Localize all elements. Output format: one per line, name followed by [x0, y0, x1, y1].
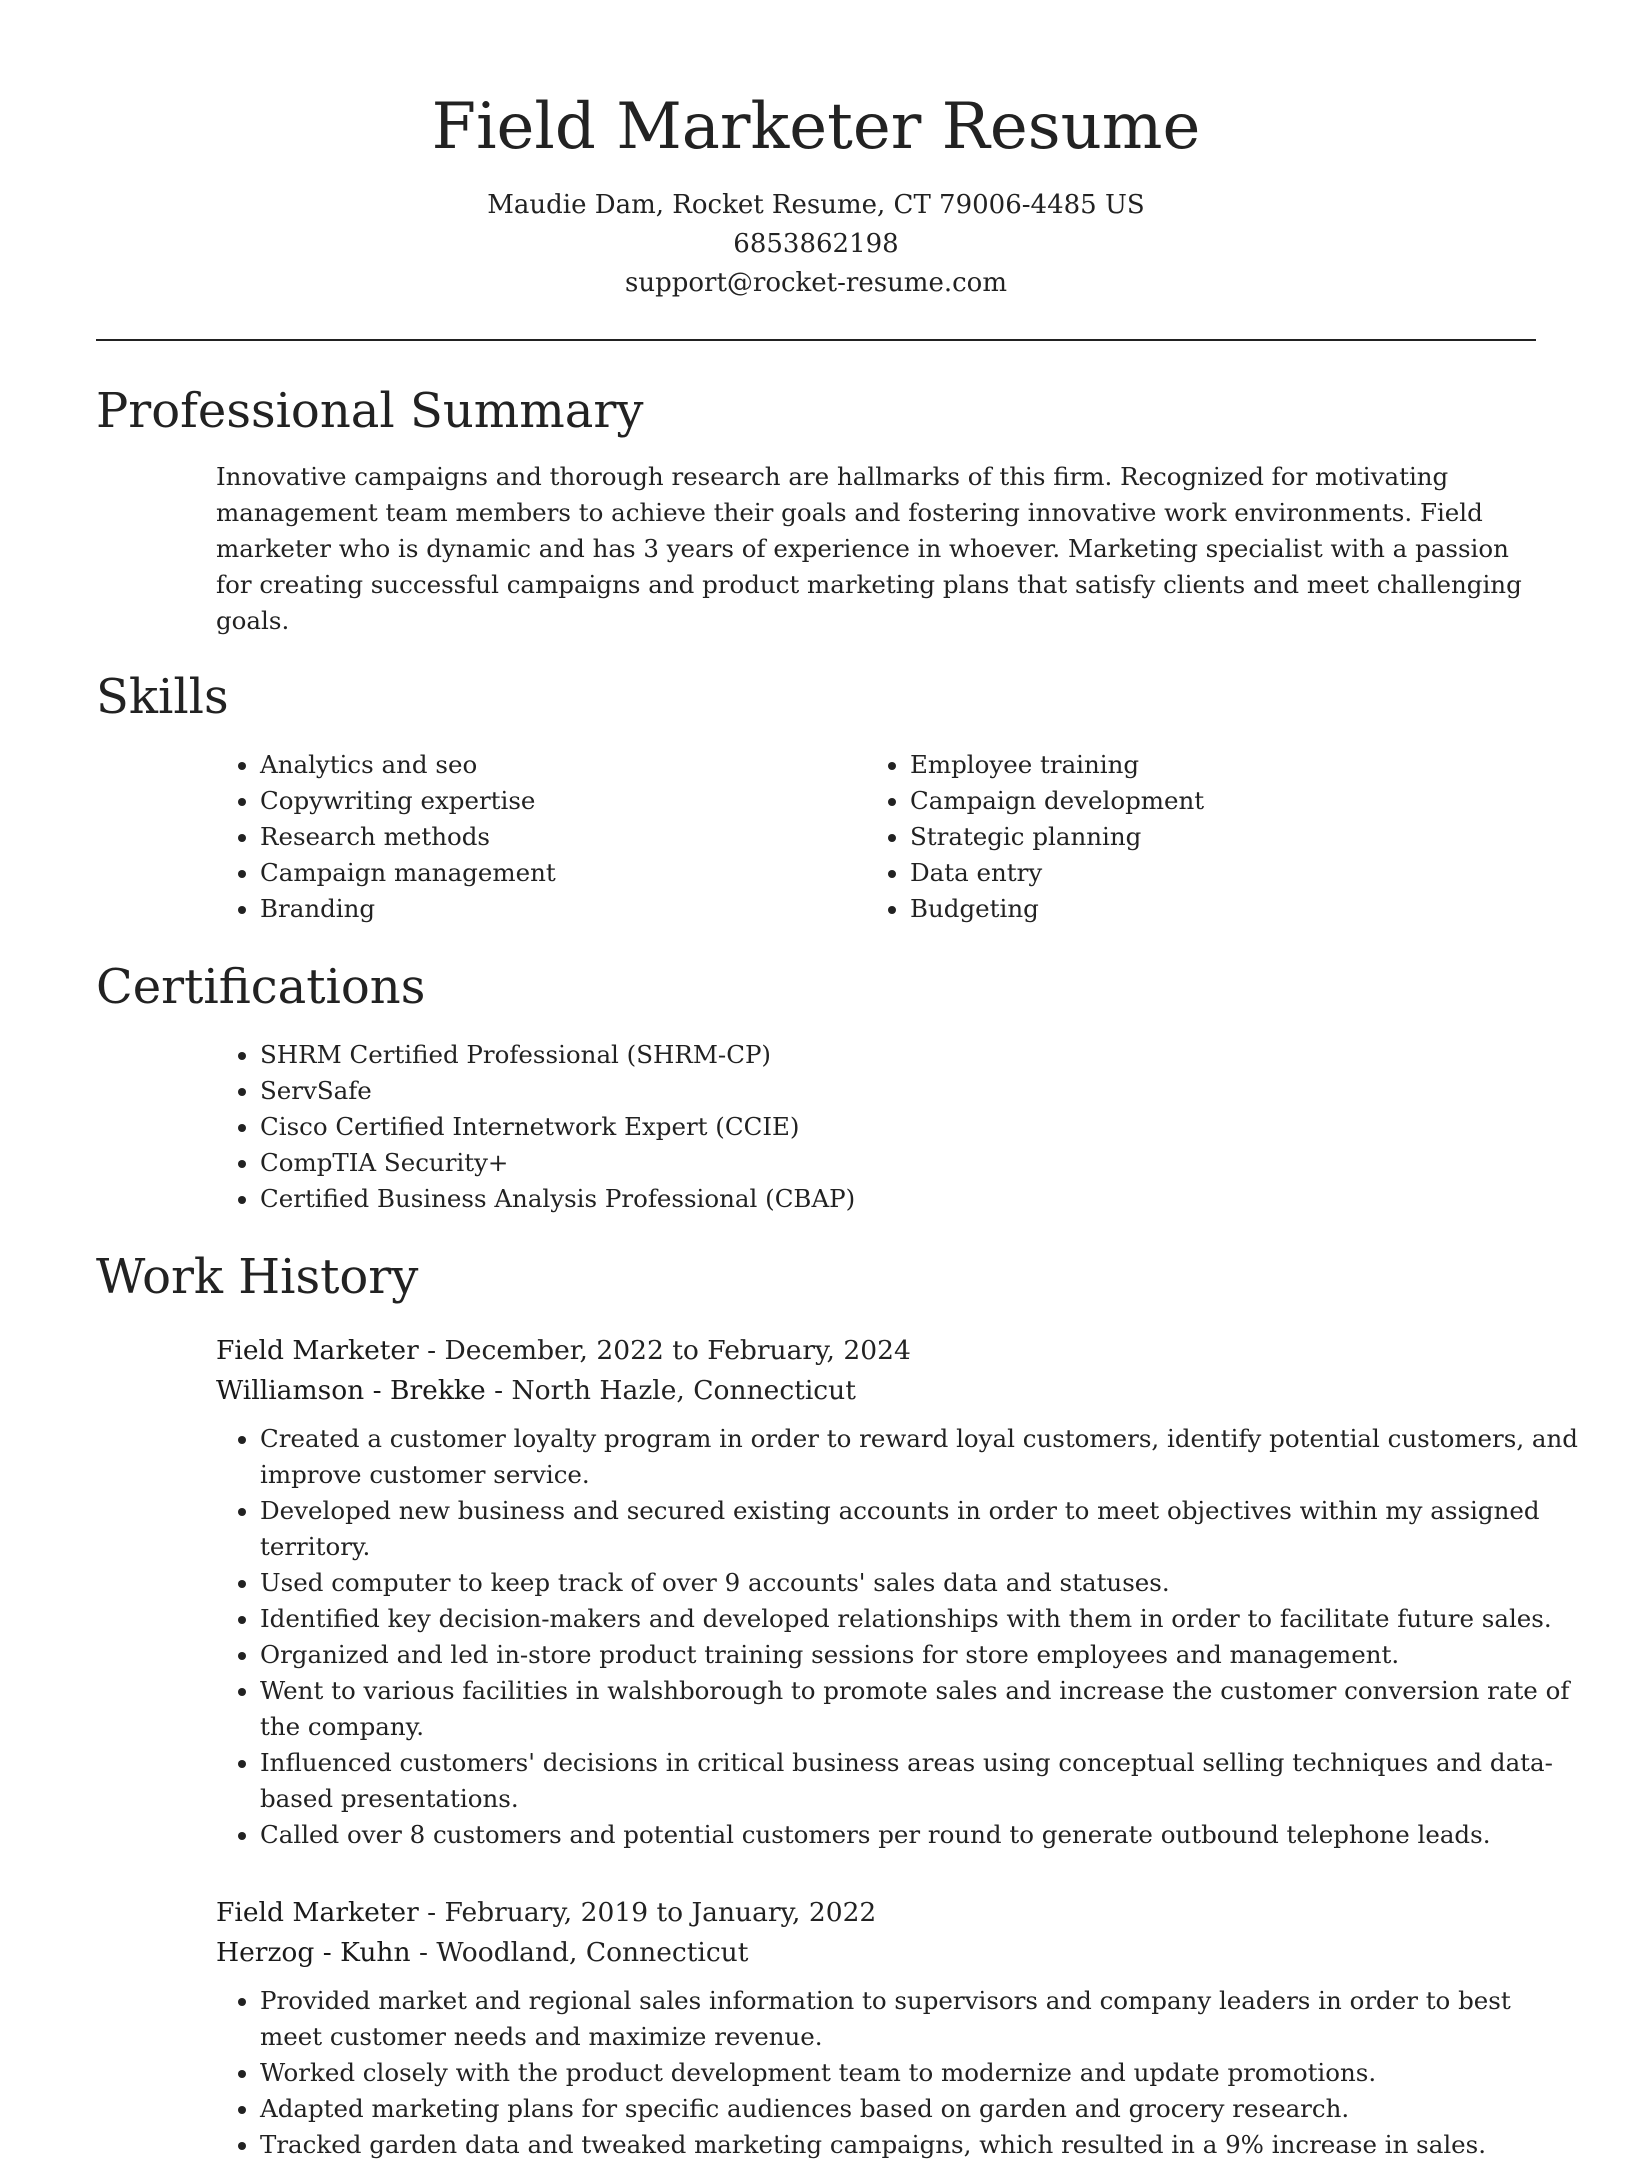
job-title-line [216, 1331, 1536, 1371]
job-dates: - February, 2019 to January, 2022 [418, 1897, 877, 1928]
skill-item: • Research methods [260, 819, 866, 855]
skill-item: • Data entry [910, 855, 1516, 891]
skill-item: • Employee training [910, 747, 1516, 783]
job-company: Herzog - Kuhn [216, 1937, 411, 1968]
job-title: Field Marketer [216, 1897, 419, 1928]
job-bullets [216, 1983, 1580, 2163]
job-header [216, 1893, 1536, 1973]
certification-item: • Cisco Certified Internetwork Expert (CCIE) [260, 1109, 1536, 1145]
skills-columns [216, 747, 1536, 927]
job-company-line [216, 1371, 1536, 1411]
work-history-heading: Work History [96, 1249, 419, 1305]
skill-item: • Copywriting expertise [260, 783, 866, 819]
summary-text: Innovative campaigns and thorough research are hallmarks of this firm. Recognized for motivating management team members to achieve their goals and fostering innovative work environments. Field marketer who is dynamic and has 3 years of experience in whoever. Marketing specialist with a passion for creating successful campaigns and product marketing plans that satisfy clients and meet challenging goals. [216, 462, 1522, 635]
skill-item: • Analytics and seo [260, 747, 866, 783]
job-bullet: • Developed new business and secured existing accounts in order to meet objectives within my assigned territory. [260, 1493, 1580, 1565]
job-company: Williamson - Brekke [216, 1375, 486, 1406]
contact-info [96, 186, 1536, 303]
job-dates: - December, 2022 to February, 2024 [418, 1335, 911, 1366]
header-divider [96, 339, 1536, 341]
job-bullet: • Identified key decision-makers and developed relationships with them in order to facilitate future sales. [260, 1601, 1580, 1637]
work-history-section [96, 1245, 1578, 2163]
skills-heading: Skills [96, 669, 229, 725]
job-bullet: • Called over 8 customers and potential customers per round to generate outbound telephone leads. [260, 1817, 1580, 1853]
skill-item: • Campaign management [260, 855, 866, 891]
job-company-line [216, 1933, 1536, 1973]
job-bullet: • Worked closely with the product development team to modernize and update promotions. [260, 2055, 1580, 2091]
job-title-line [216, 1893, 1536, 1933]
certification-item: • CompTIA Security+ [260, 1145, 1536, 1181]
certifications-list-wrap [216, 1037, 1536, 1217]
skills-list-left [216, 747, 866, 927]
skill-item: • Strategic planning [910, 819, 1516, 855]
certification-item: • SHRM Certified Professional (SHRM-CP) [260, 1037, 1536, 1073]
job-bullet: • Went to various facilities in walshborough to promote sales and increase the customer conversion rate of the company. [260, 1673, 1580, 1745]
summary-heading: Professional Summary [96, 383, 644, 439]
job-header [216, 1331, 1536, 1411]
certifications-heading: Certifications [96, 959, 426, 1015]
contact-address: Maudie Dam, Rocket Resume, CT 79006-4485 US [487, 190, 1145, 220]
job-title: Field Marketer [216, 1335, 419, 1366]
job-location: - Woodland, Connecticut [410, 1937, 749, 1968]
job-bullet: • Tracked garden data and tweaked marketing campaigns, which resulted in a 9% increase in sales. [260, 2127, 1580, 2163]
skill-item: • Budgeting [910, 891, 1516, 927]
skills-list-right [866, 747, 1516, 927]
job-bullet: • Adapted marketing plans for specific audiences based on garden and grocery research. [260, 2091, 1580, 2127]
certification-item: • ServSafe [260, 1073, 1536, 1109]
resume-page [96, 0, 1578, 2163]
job-bullets [216, 1421, 1580, 1853]
contact-phone: 6853862198 [733, 229, 899, 259]
resume-header [96, 0, 1536, 303]
skill-item: • Branding [260, 891, 866, 927]
contact-email: support@rocket-resume.com [624, 268, 1007, 298]
certifications-list [216, 1037, 1536, 1217]
job-bullet: • Provided market and regional sales information to supervisors and company leaders in order to best meet customer needs and maximize revenue. [260, 1983, 1580, 2055]
job-bullet: • Organized and led in-store product training sessions for store employees and management. [260, 1637, 1580, 1673]
skill-item: • Campaign development [910, 783, 1516, 819]
summary-section [96, 379, 1536, 639]
job-entry [216, 1331, 1578, 1853]
job-entry [216, 1893, 1536, 2163]
job-bullet: • Created a customer loyalty program in order to reward loyal customers, identify potential customers, and improve customer service. [260, 1421, 1580, 1493]
job-bullet: • Used computer to keep track of over 9 accounts' sales data and statuses. [260, 1565, 1580, 1601]
certifications-section [96, 955, 1536, 1217]
job-location: - North Hazle, Connecticut [485, 1375, 856, 1406]
certification-item: • Certified Business Analysis Professional (CBAP) [260, 1181, 1536, 1217]
page-title: Field Marketer Resume [431, 90, 1201, 164]
job-bullet: • Influenced customers' decisions in critical business areas using conceptual selling techniques and data-based presentations. [260, 1745, 1580, 1817]
skills-section [96, 665, 1536, 927]
